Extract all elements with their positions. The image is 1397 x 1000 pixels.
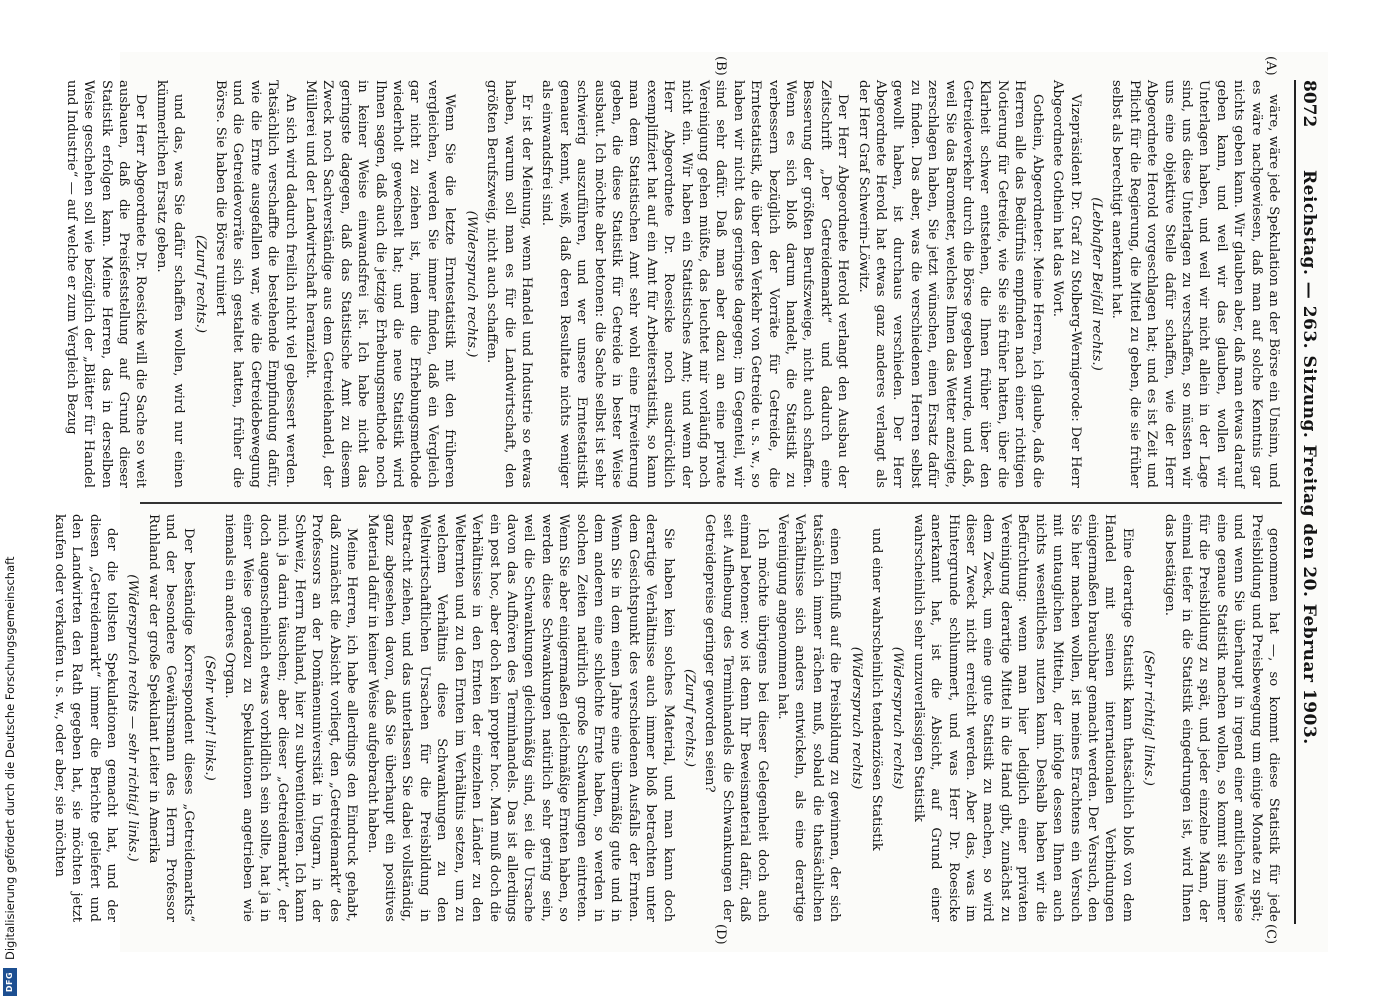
paragraph: Er ist der Meinung, wenn Handel und Industrie so etwas haben, warum soll man es für die Landwirtschaft, den größten Berufszweig, nicht auch schaffen. xyxy=(484,80,534,488)
paragraph: Der Herr Abgeordnete Dr. Roesicke will die Sache so weit ausbauen, daß die Preisfeststellung auf Grund dieser Statistik erfolgen kann. Meine Herren, das in derselben Weise geschehen soll wie bezüglich der „Blätter für Handel und Industrie“ — auf welche er zum Vergleich Bezug xyxy=(63,80,149,488)
right-column xyxy=(51,514,1282,922)
credit-text: Digitalisierung gefördert durch die Deutsche Forschungsgemeinschaft xyxy=(3,556,17,960)
interjection: (Widerspruch rechts) xyxy=(890,646,906,790)
paragraph: Der Herr Abgeordnete Herold verlangt den Ausbau der Zeitschrift „Der Getreidemarkt“ und dadurch eine Besserung der größten Berufszweige, nicht auch schaffen. Wenn es sich bloß darum handelt, die Statistik zu verbessern bezüglich der Vorräte für Getreide, die Erntestatistik, die über den Verkehr von Getreide u. s. w., so haben wir nicht das geringste dagegen; im Gegenteil, wir sind sehr dafür. Daß man aber dazu an eine private Vereinigung gehen müßte, das leuchtet mir vorläufig noch nicht ein. Wir haben ein Statistisches Amt; und wenn der Herr Abgeordnete Dr. Roesicke noch ausdrücklich exemplifiziert hat auf ein Amt für Arbeiterstatistik, so kann man dem Statistischen Amt sehr wohl eine Erweiterung geben, die diese Statistik für Getreide in bester Weise ausbaut. Ich möchte aber betonen: die Sache selbst ist sehr schwierig auszuführen, und wer unsere Erntestatistik genauer kennt, weiß, daß deren Resultate nichts weniger als einwandsfrei sind. xyxy=(539,80,851,488)
left-column xyxy=(63,80,1282,488)
interjection: (Zuruf rechts.) xyxy=(682,668,697,768)
dfg-logo: DFG xyxy=(3,968,17,996)
paragraph: und das, was Sie dafür schaffen wollen, wird nur einen kümmerlichen Ersatz geben. xyxy=(153,80,187,488)
paragraph: Meine Herren, ich habe allerdings den Eindruck gehabt, daß zunächst die Absicht vorliegt, den „Getreidemarkt“ des Professors an der Domänenuniversität in Ungarn, in der Schweiz, Herrn Ruhland, hier zu subventionieren. Ich kann mich ja darin täuschen; aber dieser „Getreidemarkt“, der doch augenscheinlich etwas vorbildlich sein sollte, hat ja in einer Weise geradezu zu Spekulationen angetrieben wie niemals ein anderes Organ. xyxy=(222,514,360,922)
paragraph: der die tollsten Spekulationen gemacht hat, und der diesen „Getreidemarkt“ immer die Berichte geliefert und den Landwirten den Rath gegeben hat, sie möchten jetzt kaufen oder verkaufen u. s. w., oder aber, sie möchten xyxy=(51,514,119,922)
paragraph: genommen hat —, so kommt diese Statistik für jede Preisbildung und Preisbewegung um einige Monate zu spät; und wenn Sie überhaupt in irgend einer amtlichen Weise eine genaue Statistik machen wollen, so kommt sie immer für die Preisbildung zu spät, und jeder einzelne Mann, der einmal tiefer in die Statistik eingedrungen ist, wird Ihnen das bestätigen. xyxy=(1161,514,1281,922)
paragraph: Eine derartige Statistik kann thatsächlich bloß von dem Handel mit seinen internationalen Verbindungen einigermaßen brauchbar gemacht werden. Der Versuch, den Sie hier machen wollen, ist meines Erachtens ein Versuch mit untauglichen Mitteln, der infolge dessen Ihnen auch nichts wesentliches nutzen kann. Deshalb haben wir die Befürchtung: wenn man hier lediglich einer privaten Vereinigung derartige Mittel in die Hand gibt, zunächst zu dem Zweck, um eine gute Statistik zu machen, so wird dieser Zweck nicht erreicht werden. Aber das, was im Hintergrunde schlummert, und was Herr Dr. Roesicke anerkannt hat, ist die Absicht, auf Grund einer wahrscheinlich sehr unzuverlässigen Statistik xyxy=(910,514,1135,922)
paragraph: und einer wahrscheinlich tendenziösen Statistik xyxy=(869,528,885,851)
running-head xyxy=(1294,80,1322,924)
paragraph: Der beständige Korrespondent dieses „Getreidemarkts“ und der besondere Gewährsmann des Herrn Professor Ruhland war der große Spekulant Leiter in Amerika xyxy=(145,514,196,922)
interjection: (Zuruf rechts.) xyxy=(192,234,208,334)
paragraph: einen Einfluß auf die Preisbildung zu gewinnen, der sich tatsächlich immer rächen muß, sobald die thatsächlichen Verhältnisse sich anders entwickeln, als eine derartige Vereinigung angenommen hat. xyxy=(775,514,843,922)
paragraph: Wenn Sie die letzte Erntestatistik mit den früheren vergleichen, werden Sie immer finden, daß ein Vergleich gar nicht zu ziehen ist, indem die Erhebungsmethode wiederholt gewechselt hat; und die neue Statistik wird Ihnen sagen, daß auch die jetzige Erhebungsmethode noch in keiner Weise einwandsfrei ist. Ich habe nicht das geringste dagegen, daß das Statistische Amt zu diesem Zweck noch Sachverständige aus dem Getreidehandel, der Müllerei und der Landwirtschaft heranzieht. xyxy=(303,80,458,488)
margin-mark-c: (C) xyxy=(1263,924,1278,945)
paragraph: Sie haben kein solches Material, und man kann doch derartige Verhältnisse auch immer bloß betrachten unter dem Gesichtspunkt des verschiedenen Ausfalls der Ernten. Wenn Sie in dem einen Jahre eine übermäßig gute und in dem anderen eine schlechte Ernte haben, so werden in solchen Zeiten natürlich große Schwankungen eintreten. Wenn Sie aber einigermaßen gleichmäßige Ernten haben, so werden diese Schwankungen natürlich sehr gering sein, weil die Schwankungen gleichmäßig sind, sei die Ursache davon das Aufhören des Terminhandels. Das ist allerdings ein post hoc, aber doch kein propter hoc. Man muß doch die Verhältnisse in den Ernten der einzelnen Länder zu den Welternten und zu den Ernten im Verhältnis setzen, um zu welchem Verhältnis diese Schwankungen zu den Weltwirtschaftlichen Ursachen für die Preisbildung in Betracht ziehen, und das unterlassen Sie dabei vollständig, ganz abgesehen davon, daß Sie überhaupt ein positives Material dafür in keiner Weise aufgebracht haben. xyxy=(364,514,676,922)
digitization-credit xyxy=(0,0,20,1000)
page-number: 8072 xyxy=(1299,80,1319,128)
interjection: (Widerspruch rechts — sehr richtig! links.) xyxy=(125,574,141,862)
interjection: (Sehr wahr! links.) xyxy=(202,655,218,781)
margin-mark-b: (B) xyxy=(713,56,728,76)
paragraph: Vizepräsident Dr. Graf zu Stolberg-Wernigerode: Der Herr Abgeordnete Gothein hat das Wort. xyxy=(1050,80,1083,488)
margin-mark-d: (D) xyxy=(713,924,728,945)
running-title: Reichstag. — 263. Sitzung. Freitag den 20. Februar 1903. xyxy=(1299,170,1319,745)
paragraph: Ich möchte übrigens bei dieser Gelegenheit doch auch einmal betonen: wo ist denn Ihr Beweismaterial dafür, daß seit Aufhebung des Terminhandels die Schwankungen der Getreidepreise geringer geworden seien? xyxy=(702,514,770,922)
newspaper-page xyxy=(51,52,1328,952)
paragraph: wäre, wäre jede Spekulation an der Börse ein Unsinn, und es wäre nachgewiesen, daß man auf solche Kenntnis gar nichts geben kann. Wir glauben aber, daß man etwas darauf geben kann, und weil wir das glauben, wollen wir Unterlagen haben, und weil wir nicht allein in der Lage sind, uns diese Unterlagen zu verschaffen, so müssten wir uns eine objektive Stelle dafür schaffen, wie der Herr Abgeordnete Herold vorgeschlagen hat; und es ist Zeit und Pflicht für die Regierung, die Mittel zu geben, die sie früher selbst als berechtigt anerkannt hat. xyxy=(1109,80,1281,488)
interjection: (Sehr richtig! links.) xyxy=(1141,650,1157,786)
interjection: (Widerspruch rechts.) xyxy=(463,210,479,358)
paragraph: An sich wird dadurch freilich nicht viel gebessert werden. Tatsächlich verschaffte die bestehende Empfindung dafür, wie die Ernte ausgefallen war, wie die Getreidebewegung und die Getreidevorräte sich gestaltet hatten, früher die Börse. Sie haben die Börse ruiniert xyxy=(213,80,298,488)
interjection: (Widerspruch rechts) xyxy=(848,646,864,790)
column-divider xyxy=(140,502,1282,504)
margin-mark-a: (A) xyxy=(1263,56,1278,76)
interjection: (Lebhafter Beifall rechts.) xyxy=(1088,197,1104,371)
paragraph: Gothein, Abgeordneter: Meine Herren, ich glaube, daß die Herren alle das Bedürfnis empfinden nach einer richtigen Notierung für Getreide, wie Sie sie früher hatten, über die Klarheit schwer entstehen, die Ihnen früher über den Getreideverkehr durch die Börse gegeben wurde, und daß, weil Sie das Barometer, welches Ihnen das Wetter anzeigte, zerschlagen haben, Sie jetzt wünschen, einen Ersatz dafür zu finden. Das aber, was die verschiedenen Herren selbst gewollt haben, ist durchaus verschieden. Der Herr Abgeordnete Herold hat etwas ganz anderes verlangt als der Herr Graf Schwerin-Löwitz. xyxy=(855,80,1045,488)
